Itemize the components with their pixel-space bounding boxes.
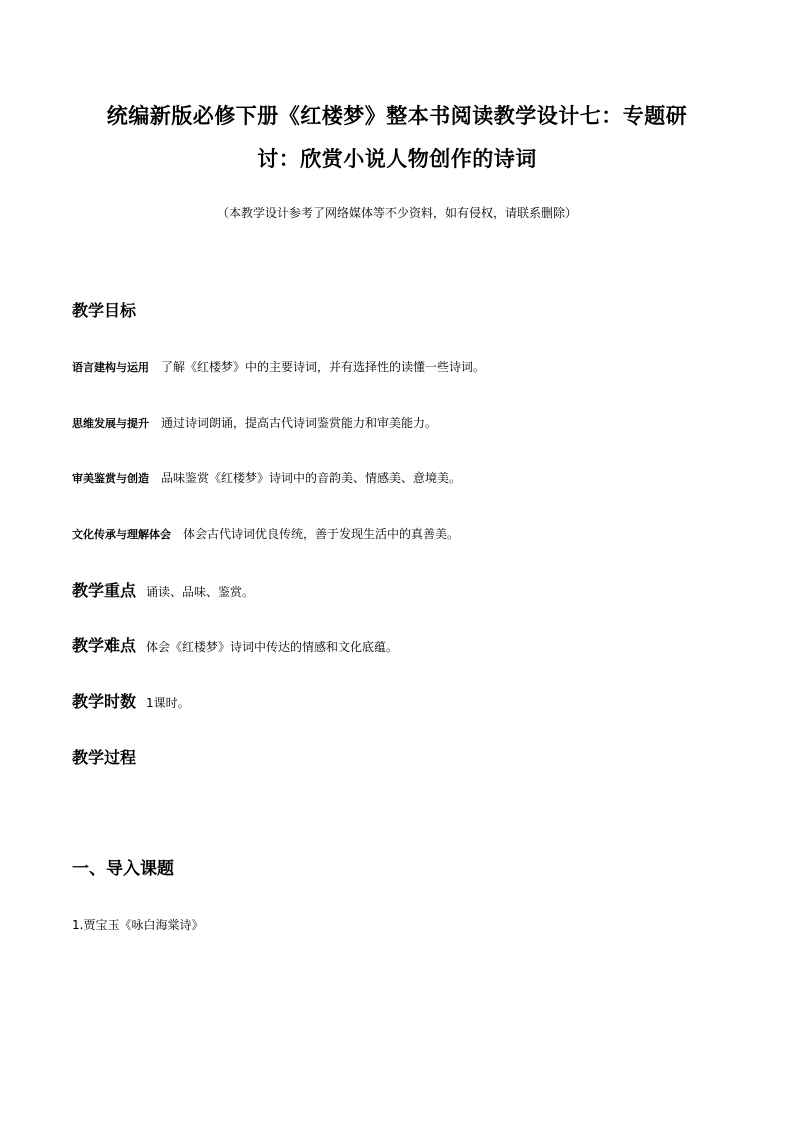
objective-text: 通过诗词朗诵，提高古代诗词鉴赏能力和审美能力。: [161, 416, 438, 430]
objective-label: 思维发展与提升: [72, 417, 149, 430]
document-title-line-1: 统编新版必修下册《红楼梦》整本书阅读教学设计七：专题研: [106, 103, 688, 128]
key-points-text: 诵读、品味、鉴赏。: [146, 585, 255, 599]
section-item: 1.贾宝玉《咏白海棠诗》: [72, 918, 204, 932]
objective-label: 文化传承与理解体会: [72, 528, 171, 541]
duration-text: 1课时。: [146, 696, 190, 710]
copyright-note: （本教学设计参考了网络媒体等不少资料，如有侵权，请联系删除）: [216, 206, 577, 220]
process-heading: 教学过程: [72, 748, 137, 767]
key-points-label: 教学重点: [72, 581, 137, 600]
objective-label: 语言建构与运用: [72, 361, 149, 374]
objective-row-language: [72, 358, 485, 377]
document-title-line-2: 讨：欣赏小说人物创作的诗词: [257, 146, 537, 171]
duration-label: 教学时数: [72, 692, 137, 711]
objectives-heading: 教学目标: [72, 301, 137, 320]
duration-row: [72, 691, 190, 714]
objective-row-culture: [72, 525, 459, 544]
objective-text: 品味鉴赏《红楼梦》诗词中的音韵美、情感美、意境美。: [161, 471, 462, 485]
objective-text: 体会古代诗词优良传统，善于发现生活中的真善美。: [183, 527, 460, 541]
difficulty-row: [72, 635, 398, 658]
key-points-row: [72, 580, 254, 603]
section-heading-intro: 一、导入课题: [72, 859, 174, 879]
difficulty-text: 体会《红楼梦》诗词中传达的情感和文化底蕴。: [146, 640, 399, 654]
objective-row-thinking: [72, 414, 437, 433]
objective-label: 审美鉴赏与创造: [72, 472, 149, 485]
difficulty-label: 教学难点: [72, 636, 137, 655]
objective-row-aesthetic: [72, 469, 461, 488]
objective-text: 了解《红楼梦》中的主要诗词，并有选择性的读懂一些诗词。: [161, 360, 486, 374]
